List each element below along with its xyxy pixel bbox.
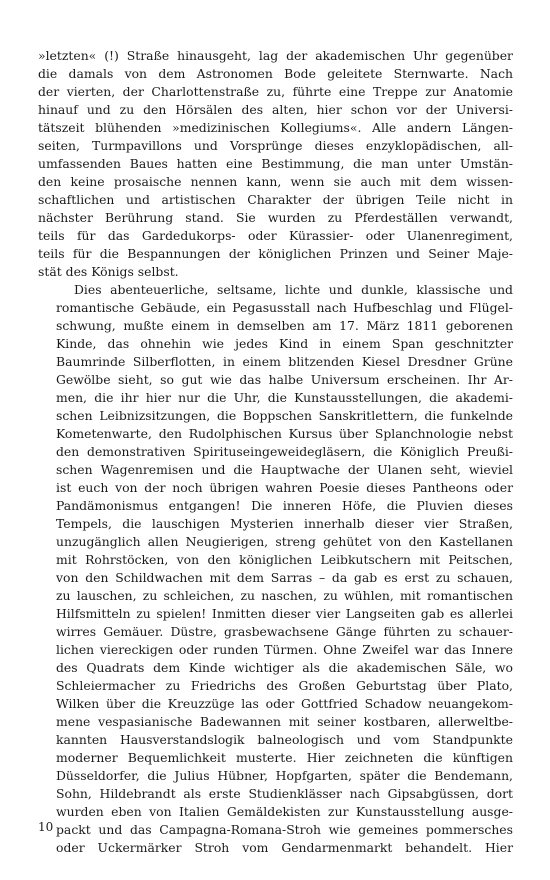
text-line: oder Uckermärker Stroh vom Gendarmenmarkt behandelt. Hier — [56, 840, 513, 855]
text-line: unzugänglich allen Neugierigen, streng gehütet von den Kastellanen — [56, 534, 513, 549]
text-line: kannten Hausverstandslogik balneologisch und vom Standpunkte — [56, 732, 513, 747]
paragraph-2 — [38, 281, 513, 857]
text-line: nächster Berührung stand. Sie wurden zu Pferdeställen verwandt, — [38, 210, 513, 225]
text-line: Sohn, Hildebrandt als erste Studienklässer nach Gipsabgüssen, dort — [56, 786, 513, 801]
text-line: mene vespasianische Badewannen mit seiner kostbaren, allerweltbe- — [56, 714, 513, 729]
text-line: »letzten« (!) Straße hinausgeht, lag der akademischen Uhr gegenüber — [38, 48, 513, 63]
text-line: schaftlichen und artistischen Charakter der übrigen Teile nicht in — [38, 192, 513, 207]
text-line: den demonstrativen Spirituseingeweidegläsern, die Königlich Preußi- — [56, 444, 513, 459]
text-line: umfassenden Baues hatten eine Bestimmung, die man unter Umstän- — [38, 156, 513, 171]
text-line: packt und das Campagna-Romana-Stroh wie gemeines pommersches — [56, 822, 513, 837]
text-line: schwung, mußte einem in demselben am 17. März 1811 geborenen — [56, 318, 513, 333]
text-line: schen Leibnizsitzungen, die Boppschen Sanskritlettern, die funkelnde — [56, 408, 513, 423]
text-line: Baumrinde Silberflotten, in einem blitzenden Kiesel Dresdner Grüne — [56, 354, 513, 369]
text-line: Kinde, das ohnehin wie jedes Kind in einem Span geschnitzter — [56, 336, 513, 351]
text-line: wurden eben von Italien Gemäldekisten zur Kunstausstellung ausge- — [56, 804, 513, 819]
text-line: teils für das Gardedukorps- oder Kürassier- oder Ulanenregiment, — [38, 228, 513, 243]
text-line: wirres Gemäuer. Düstre, grasbewachsene Gänge führten zu schauer- — [56, 624, 513, 639]
text-line: Schleiermacher zu Friedrichs des Großen Geburtstag über Plato, — [56, 678, 513, 693]
text-line: stät des Königs selbst. — [38, 264, 179, 279]
text-line: Hilfsmitteln zu spielen! Inmitten dieser vier Langseiten gab es allerlei — [56, 606, 513, 621]
text-line: teils für die Bespannungen der königlichen Prinzen und Seiner Maje- — [38, 246, 513, 261]
text-line: zu lauschen, zu schleichen, zu naschen, zu wühlen, mit romantischen — [56, 588, 513, 603]
page-body — [38, 47, 513, 857]
text-line: Dies abenteuerliche, seltsame, lichte und dunkle, klassische und — [74, 282, 513, 297]
text-line: romantische Gebäude, ein Pegasusstall nach Hufbeschlag und Flügel- — [56, 300, 513, 315]
text-line: hinauf und zu den Hörsälen des alten, hier schon vor der Universi- — [38, 102, 513, 117]
text-line: schen Wagenremisen und die Hauptwache der Ulanen seht, wieviel — [56, 462, 513, 477]
text-line: lichen viereckigen oder runden Türmen. Ohne Zweifel war das Innere — [56, 642, 513, 657]
page-number: 10 — [38, 820, 54, 834]
text-line: ist euch von der noch übrigen wahren Poesie dieses Pantheons oder — [56, 480, 513, 495]
paragraph-1 — [38, 47, 513, 281]
text-line: mit Rohrstöcken, von den königlichen Leibkutschern mit Peitschen, — [56, 552, 513, 567]
text-line: Düsseldorfer, die Julius Hübner, Hopfgarten, später die Bendemann, — [56, 768, 513, 783]
text-line: des Quadrats dem Kinde wichtiger als die akademischen Säle, wo — [56, 660, 513, 675]
text-line: der vierten, der Charlottenstraße zu, führte eine Treppe zur Anatomie — [38, 84, 513, 99]
text-line: den keine prosaische nennen kann, wenn sie auch mit dem wissen- — [38, 174, 513, 189]
text-line: die damals von dem Astronomen Bode geleitete Sternwarte. Nach — [38, 66, 513, 81]
text-line: men, die ihr hier nur die Uhr, die Kunstausstellungen, die akademi- — [56, 390, 513, 405]
text-line: Pandämonismus entgangen! Die inneren Höfe, die Pluvien dieses — [56, 498, 513, 513]
text-line: seiten, Turmpavillons und Vorsprünge dieses enzyklopädischen, all- — [38, 138, 513, 153]
text-line: Wilken über die Kreuzzüge las oder Gottfried Schadow neuangekom- — [56, 696, 513, 711]
text-line: moderner Bequemlichkeit musterte. Hier zeichneten die künftigen — [56, 750, 513, 765]
text-line: Tempels, die lauschigen Mysterien innerhalb dieser vier Straßen, — [56, 516, 513, 531]
text-line: tätszeit blühenden »medizinischen Kollegiums«. Alle andern Längen- — [38, 120, 513, 135]
text-line: Gewölbe sieht, so gut wie das halbe Universum erscheinen. Ihr Ar- — [56, 372, 513, 387]
text-line: Kometenwarte, den Rudolphischen Kursus über Splanchnologie nebst — [56, 426, 513, 441]
text-line: von den Schildwachen mit dem Sarras – da gab es erst zu schauen, — [56, 570, 513, 585]
